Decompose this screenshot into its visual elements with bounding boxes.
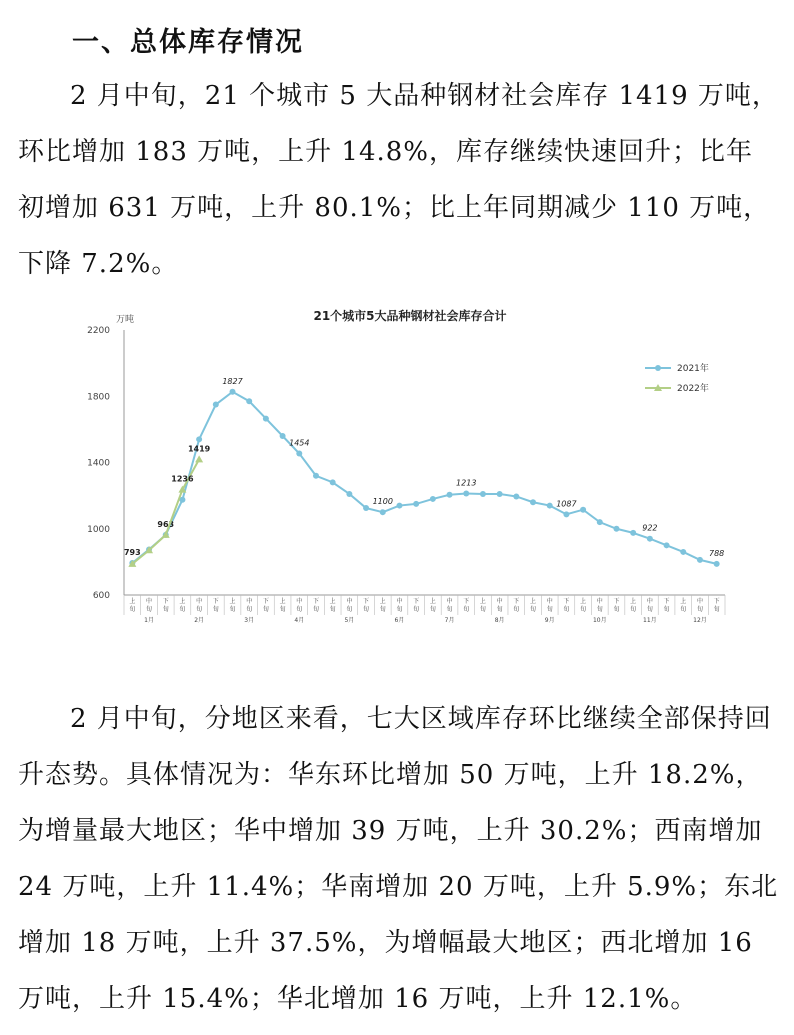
x-sublabel: 旬 [463, 606, 470, 613]
data-label: 1827 [222, 376, 243, 386]
x-sublabel: 下 [513, 598, 520, 605]
data-point [630, 530, 636, 536]
data-point [480, 491, 486, 497]
x-sublabel: 上 [429, 598, 436, 605]
x-sublabel: 旬 [229, 606, 236, 613]
x-sublabel: 中 [596, 598, 603, 605]
data-point [530, 499, 536, 505]
data-point [613, 526, 619, 532]
x-sublabel: 上 [530, 598, 537, 605]
data-label: 922 [642, 523, 658, 533]
legend-marker [655, 365, 661, 371]
x-sublabel: 旬 [162, 606, 169, 613]
chart-legend [645, 362, 709, 394]
regional-paragraph: 2 月中旬，分地区来看，七大区域库存环比继续全部保持回升态势。具体情况为：华东环比增加 50 万吨，上升 18.2%，为增量最大地区；华中增加 39 万吨，上升 30.2%；西南增加 24 万吨，上升 11.4%；华南增加 20 万吨，上升 5.9%；东北增加 18 万吨，上升 37.5%，为增幅最大地区；西北增加 16 万吨，上升 15.4%；华北增加 16 万吨，上升 12.1%。 [18, 704, 779, 1014]
data-point [497, 491, 503, 497]
x-sublabel: 旬 [262, 606, 269, 613]
x-sublabel: 中 [696, 598, 703, 605]
x-sublabel: 中 [246, 598, 253, 605]
data-point [280, 433, 286, 439]
month-label: 4月 [294, 617, 305, 624]
x-sublabel: 旬 [496, 606, 503, 613]
data-label: 1454 [289, 438, 310, 448]
data-point [580, 507, 586, 513]
x-sublabel: 旬 [513, 606, 520, 613]
x-sublabel: 中 [446, 598, 453, 605]
data-point [313, 473, 319, 479]
month-label: 1月 [144, 617, 154, 624]
x-sublabel: 旬 [696, 606, 703, 613]
data-point [330, 479, 336, 485]
x-sublabel: 旬 [179, 606, 186, 613]
data-point [447, 492, 453, 498]
data-point [463, 490, 469, 496]
x-sublabel: 旬 [596, 606, 603, 613]
x-sublabel: 中 [196, 598, 203, 605]
x-sublabel: 下 [663, 598, 670, 605]
x-sublabel: 中 [546, 598, 553, 605]
x-sublabel: 旬 [446, 606, 453, 613]
data-point [547, 503, 553, 509]
x-sublabel: 旬 [196, 606, 203, 613]
x-sublabel: 下 [713, 598, 720, 605]
month-label: 8月 [494, 617, 505, 624]
data-point [346, 491, 352, 497]
x-sublabel: 下 [413, 598, 420, 605]
y-tick-label: 600 [92, 591, 110, 601]
inventory-line-chart [80, 300, 740, 640]
data-point [380, 509, 386, 515]
legend-label: 2021年 [677, 364, 709, 374]
x-sublabel: 中 [496, 598, 503, 605]
x-sublabel: 中 [646, 598, 653, 605]
data-label: 1087 [556, 499, 577, 509]
data-label: 1100 [372, 497, 393, 507]
month-label: 6月 [394, 617, 405, 624]
data-point [413, 501, 419, 507]
month-label: 11月 [643, 617, 657, 624]
data-point [664, 542, 670, 548]
x-sublabel: 旬 [646, 606, 653, 613]
x-sublabel: 旬 [312, 606, 319, 613]
x-sublabel: 旬 [363, 606, 370, 613]
x-sublabel: 下 [212, 598, 219, 605]
data-point [195, 455, 203, 462]
x-sublabel: 旬 [296, 606, 303, 613]
x-sublabel: 上 [129, 598, 136, 605]
data-point [396, 503, 402, 509]
month-label: 12月 [693, 617, 707, 624]
data-point [714, 561, 720, 567]
x-sublabel: 上 [630, 598, 637, 605]
x-sublabel: 旬 [580, 606, 587, 613]
x-sublabel: 下 [162, 598, 169, 605]
data-label: 788 [709, 548, 725, 558]
month-label: 10月 [592, 617, 607, 624]
data-label: 1419 [187, 444, 211, 454]
month-label: 9月 [544, 617, 555, 624]
data-point [513, 493, 519, 499]
data-point [647, 536, 653, 542]
y-tick-label: 2200 [87, 326, 110, 336]
legend-label: 2022年 [677, 384, 709, 394]
data-point [697, 557, 703, 563]
x-sublabel: 上 [279, 598, 286, 605]
y-tick-label: 1800 [87, 392, 110, 403]
data-point [296, 451, 302, 457]
x-sublabel: 旬 [346, 606, 353, 613]
x-sublabel: 旬 [563, 606, 570, 613]
data-point [563, 511, 569, 517]
x-sublabel: 旬 [246, 606, 253, 613]
x-sublabel: 旬 [680, 606, 687, 613]
data-label: 1213 [456, 478, 477, 488]
x-sublabel: 下 [563, 598, 570, 605]
x-sublabel: 下 [613, 598, 620, 605]
x-sublabel: 上 [680, 598, 687, 605]
x-sublabel: 上 [179, 598, 186, 605]
x-sublabel: 旬 [212, 606, 219, 613]
x-sublabel: 下 [312, 598, 319, 605]
data-label: 963 [157, 519, 175, 529]
data-point [430, 496, 436, 502]
x-sublabel: 中 [346, 598, 353, 605]
x-sublabel: 旬 [396, 606, 403, 613]
x-sublabel: 上 [479, 598, 486, 605]
plot-area [87, 326, 725, 624]
x-sublabel: 旬 [329, 606, 336, 613]
x-sublabel: 上 [329, 598, 336, 605]
data-point [363, 505, 369, 511]
month-label: 7月 [444, 617, 455, 624]
x-sublabel: 中 [396, 598, 403, 605]
x-sublabel: 下 [262, 598, 269, 605]
data-point [230, 389, 236, 395]
x-sublabel: 中 [296, 598, 303, 605]
x-sublabel: 旬 [429, 606, 436, 613]
y-axis-unit: 万吨 [116, 315, 135, 325]
x-sublabel: 旬 [546, 606, 553, 613]
x-sublabel: 旬 [663, 606, 670, 613]
data-point [246, 398, 252, 404]
series-line [132, 392, 716, 564]
data-label: 793 [123, 548, 141, 558]
y-tick-label: 1000 [87, 524, 110, 535]
x-sublabel: 中 [146, 598, 153, 605]
x-sublabel: 旬 [146, 606, 153, 613]
x-sublabel: 上 [379, 598, 386, 605]
summary-paragraph: 2 月中旬，21 个城市 5 大品种钢材社会库存 1419 万吨，环比增加 183 万吨，上升 14.8%，库存继续快速回升；比年初增加 631 万吨，上升 80.1%；比上年同期减少 110 万吨，下降 7.2%。 [18, 81, 779, 279]
data-point [263, 416, 269, 422]
x-sublabel: 下 [363, 598, 370, 605]
y-tick-label: 1400 [87, 458, 110, 469]
x-sublabel: 旬 [279, 606, 286, 613]
x-sublabel: 旬 [530, 606, 537, 613]
month-label: 2月 [194, 617, 205, 624]
x-sublabel: 上 [229, 598, 236, 605]
x-sublabel: 下 [463, 598, 470, 605]
data-point [213, 402, 219, 408]
x-sublabel: 旬 [479, 606, 486, 613]
chart-title: 21个城市5大品种钢材社会库存合计 [313, 309, 507, 323]
data-point [196, 436, 202, 442]
x-sublabel: 旬 [630, 606, 637, 613]
data-point [680, 549, 686, 555]
data-label: 1236 [171, 474, 194, 484]
x-sublabel: 旬 [613, 606, 620, 613]
x-sublabel: 上 [580, 598, 587, 605]
section-heading: 一、总体库存情况 [72, 27, 304, 58]
x-sublabel: 旬 [129, 606, 136, 613]
month-label: 5月 [344, 617, 355, 624]
x-sublabel: 旬 [413, 606, 420, 613]
data-point [597, 519, 603, 525]
x-sublabel: 旬 [713, 606, 720, 613]
month-label: 3月 [244, 617, 255, 624]
x-sublabel: 旬 [379, 606, 386, 613]
